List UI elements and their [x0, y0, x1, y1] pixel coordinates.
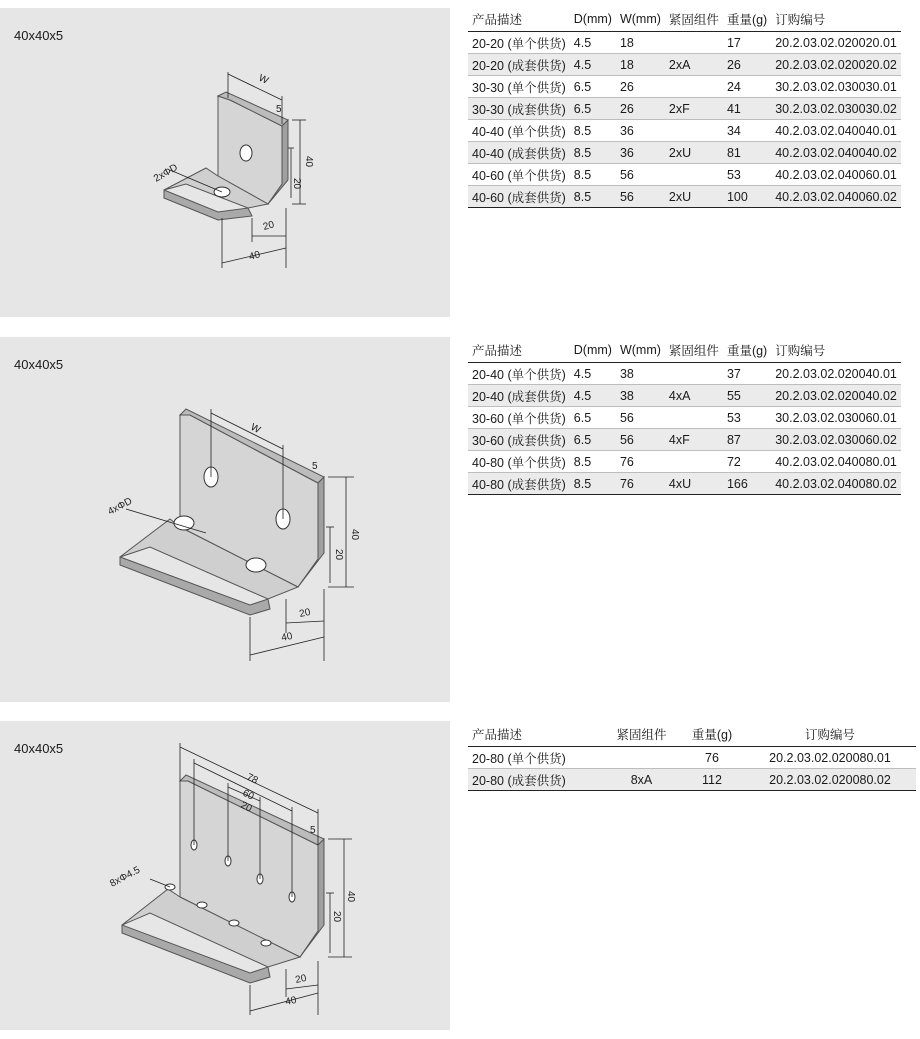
col-header: 重量(g)	[723, 341, 771, 363]
cell: 8.5	[570, 142, 616, 164]
dim-base: 40	[284, 994, 298, 1008]
col-header: 紧固组件	[665, 10, 723, 32]
dim-base: 40	[280, 630, 294, 644]
drawing-panel-1	[0, 8, 450, 317]
angle-bracket-drawing-3	[0, 721, 450, 1030]
cell: 20.2.03.02.020020.02	[771, 54, 901, 76]
table-row	[468, 385, 901, 407]
cell: 30.2.03.02.030060.01	[771, 407, 901, 429]
col-header: W(mm)	[616, 341, 665, 363]
cell: 112	[680, 769, 744, 791]
cell: 4.5	[570, 54, 616, 76]
spec-table-3	[468, 725, 916, 791]
cell: 4.5	[570, 363, 616, 385]
dim-width: W	[248, 421, 263, 436]
cell: 100	[723, 186, 771, 208]
cell: 53	[723, 407, 771, 429]
panel-title: 40x40x5	[14, 741, 64, 756]
dim-height: 40	[349, 529, 360, 541]
cell: 30-60 (成套供货)	[468, 429, 570, 451]
table-row	[468, 54, 901, 76]
col-header: 重量(g)	[680, 725, 744, 747]
cell	[665, 363, 723, 385]
cell: 20.2.03.02.020080.01	[744, 747, 916, 769]
cell: 2xA	[665, 54, 723, 76]
cell: 40-40 (成套供货)	[468, 142, 570, 164]
table-row	[468, 164, 901, 186]
col-header: 紧固组件	[603, 725, 680, 747]
cell: 41	[723, 98, 771, 120]
cell: 87	[723, 429, 771, 451]
dim-height: 40	[345, 891, 356, 903]
dim-mid: 60	[240, 787, 256, 803]
dim-thickness: 5	[310, 825, 316, 836]
cell: 30.2.03.02.030030.01	[771, 76, 901, 98]
col-header: 产品描述	[468, 725, 603, 747]
cell: 2xU	[665, 186, 723, 208]
cell: 20.2.03.02.020080.02	[744, 769, 916, 791]
cell: 30-30 (单个供货)	[468, 76, 570, 98]
cell: 20.2.03.02.020020.01	[771, 32, 901, 54]
cell: 30.2.03.02.030060.02	[771, 429, 901, 451]
cell: 26	[616, 98, 665, 120]
angle-bracket-drawing-2	[0, 337, 450, 702]
cell: 24	[723, 76, 771, 98]
cell: 40-40 (单个供货)	[468, 120, 570, 142]
cell: 4xU	[665, 473, 723, 495]
cell: 20-20 (成套供货)	[468, 54, 570, 76]
cell: 76	[616, 473, 665, 495]
spec-table-1	[468, 10, 901, 208]
cell	[665, 76, 723, 98]
col-header: D(mm)	[570, 341, 616, 363]
cell: 40-80 (成套供货)	[468, 473, 570, 495]
cell: 56	[616, 429, 665, 451]
cell: 20-20 (单个供货)	[468, 32, 570, 54]
table-row	[468, 32, 901, 54]
cell: 30.2.03.02.030030.02	[771, 98, 901, 120]
cell: 2xU	[665, 142, 723, 164]
dim-base: 40	[247, 249, 262, 263]
drawing-panel-2	[0, 337, 450, 702]
cell: 6.5	[570, 98, 616, 120]
cell: 20-80 (单个供货)	[468, 747, 603, 769]
cell	[665, 164, 723, 186]
table-row	[468, 769, 916, 791]
table-row	[468, 98, 901, 120]
cell: 20-80 (成套供货)	[468, 769, 603, 791]
table-row	[468, 120, 901, 142]
cell: 55	[723, 385, 771, 407]
col-header: W(mm)	[616, 10, 665, 32]
cell: 38	[616, 385, 665, 407]
cell: 26	[616, 76, 665, 98]
cell: 36	[616, 142, 665, 164]
cell: 40-80 (单个供货)	[468, 451, 570, 473]
dim-overall: 78	[244, 771, 260, 787]
cell: 40.2.03.02.040060.01	[771, 164, 901, 186]
col-header: 产品描述	[468, 341, 570, 363]
col-header: 订购编号	[744, 725, 916, 747]
col-header: 紧固组件	[665, 341, 723, 363]
cell: 38	[616, 363, 665, 385]
col-header: D(mm)	[570, 10, 616, 32]
cell: 36	[616, 120, 665, 142]
cell: 20-40 (成套供货)	[468, 385, 570, 407]
cell: 72	[723, 451, 771, 473]
table-row	[468, 473, 901, 495]
cell: 4xF	[665, 429, 723, 451]
cell: 166	[723, 473, 771, 495]
cell	[665, 32, 723, 54]
table-row	[468, 747, 916, 769]
cell: 40.2.03.02.040080.01	[771, 451, 901, 473]
panel-title: 40x40x5	[14, 28, 64, 43]
spec-table-2	[468, 341, 901, 495]
cell: 4.5	[570, 385, 616, 407]
cell: 6.5	[570, 407, 616, 429]
cell: 30-60 (单个供货)	[468, 407, 570, 429]
cell: 8.5	[570, 451, 616, 473]
panel-title: 40x40x5	[14, 357, 64, 372]
table-row	[468, 451, 901, 473]
cell: 8.5	[570, 186, 616, 208]
cell: 30-30 (成套供货)	[468, 98, 570, 120]
angle-bracket-drawing-1	[0, 8, 450, 317]
cell: 81	[723, 142, 771, 164]
cell	[665, 407, 723, 429]
cell: 26	[723, 54, 771, 76]
cell: 20-40 (单个供货)	[468, 363, 570, 385]
cell: 53	[723, 164, 771, 186]
dim-base-depth: 20	[298, 606, 312, 620]
cell: 8.5	[570, 473, 616, 495]
table-row	[468, 142, 901, 164]
cell	[603, 747, 680, 769]
col-header: 产品描述	[468, 10, 570, 32]
cell	[665, 451, 723, 473]
cell: 40-60 (单个供货)	[468, 164, 570, 186]
cell: 40.2.03.02.040040.02	[771, 142, 901, 164]
table-row	[468, 186, 901, 208]
cell: 18	[616, 32, 665, 54]
dim-inner: 20	[238, 799, 254, 815]
dim-base-depth: 20	[261, 219, 276, 233]
cell: 20.2.03.02.020040.01	[771, 363, 901, 385]
table-row	[468, 76, 901, 98]
col-header: 重量(g)	[723, 10, 771, 32]
cell: 4xA	[665, 385, 723, 407]
cell: 40.2.03.02.040040.01	[771, 120, 901, 142]
cell: 40-60 (成套供货)	[468, 186, 570, 208]
cell: 2xF	[665, 98, 723, 120]
cell	[665, 120, 723, 142]
cell: 76	[680, 747, 744, 769]
cell: 8xA	[603, 769, 680, 791]
cell: 6.5	[570, 76, 616, 98]
cell: 17	[723, 32, 771, 54]
dim-thickness: 5	[276, 104, 282, 115]
cell: 56	[616, 407, 665, 429]
dim-inner-height: 20	[331, 911, 342, 923]
dim-inner-height: 20	[333, 549, 344, 561]
cell: 56	[616, 164, 665, 186]
cell: 4.5	[570, 32, 616, 54]
cell: 6.5	[570, 429, 616, 451]
dim-width: W	[256, 72, 270, 87]
dim-hole: 4xΦD	[106, 495, 135, 518]
table-row	[468, 363, 901, 385]
table-header-row	[468, 341, 901, 363]
cell: 20.2.03.02.020040.02	[771, 385, 901, 407]
cell: 76	[616, 451, 665, 473]
dim-height: 40	[303, 156, 314, 168]
table-row	[468, 407, 901, 429]
table-row	[468, 429, 901, 451]
cell: 37	[723, 363, 771, 385]
table-header-row	[468, 725, 916, 747]
cell: 34	[723, 120, 771, 142]
dim-hole: 2xΦD	[152, 162, 180, 185]
cell: 56	[616, 186, 665, 208]
drawing-panel-3	[0, 721, 450, 1030]
cell: 8.5	[570, 164, 616, 186]
cell: 40.2.03.02.040080.02	[771, 473, 901, 495]
col-header: 订购编号	[771, 10, 901, 32]
table-header-row	[468, 10, 901, 32]
cell: 40.2.03.02.040060.02	[771, 186, 901, 208]
dim-thickness: 5	[312, 461, 318, 472]
cell: 18	[616, 54, 665, 76]
dim-inner-height: 20	[291, 178, 302, 190]
dim-hole: 8xΦ4.5	[108, 864, 143, 890]
dim-base-depth: 20	[294, 972, 308, 986]
cell: 8.5	[570, 120, 616, 142]
col-header: 订购编号	[771, 341, 901, 363]
